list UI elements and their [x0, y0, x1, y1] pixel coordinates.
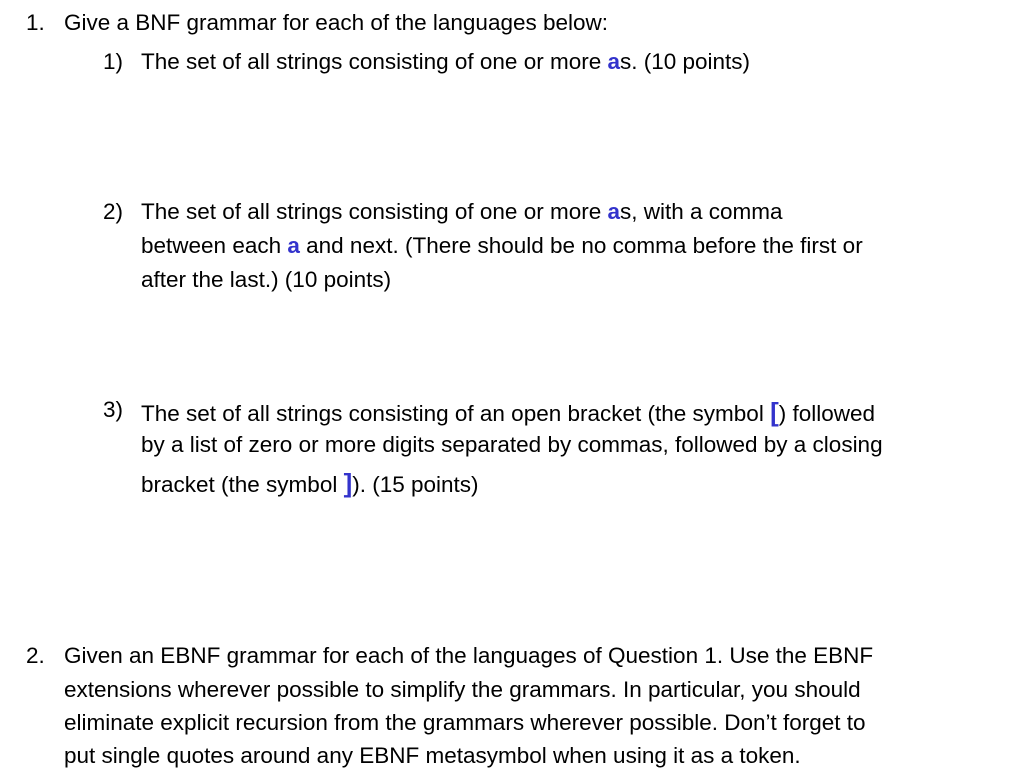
item-3-line-3-post: ). (15 points)	[352, 472, 479, 497]
item-1-highlight-a: a	[607, 49, 620, 74]
item-2-line-1	[141, 201, 783, 224]
open-bracket-symbol: [	[770, 397, 779, 427]
item-2-highlight-a: a	[607, 199, 620, 224]
question-2-line-1: Given an EBNF grammar for each of the languages of Question 1. Use the EBNF	[64, 643, 874, 668]
item-2-line-1-pre: The set of all strings consisting of one or more	[141, 199, 608, 224]
question-2-number: 2.	[26, 643, 45, 668]
item-3-line-1	[141, 399, 875, 426]
item-3-line-3-pre: bracket (the symbol	[141, 472, 344, 497]
item-2-line-3: after the last.) (10 points)	[141, 267, 392, 292]
item-2-number: 2)	[103, 199, 124, 224]
item-2-line-2	[141, 235, 863, 258]
closing-bracket-symbol: ]	[343, 468, 353, 498]
question-2-line-4: put single quotes around any EBNF metasymbol when using it as a token.	[64, 743, 801, 768]
item-3-line-3	[141, 470, 479, 497]
item-2-highlight-a-2: a	[287, 233, 300, 258]
item-1-number: 1)	[103, 49, 124, 74]
question-1-text: Give a BNF grammar for each of the languages below:	[64, 10, 609, 35]
question-2-line-3: eliminate explicit recursion from the grammars wherever possible. Don’t forget to	[64, 710, 866, 735]
item-2-line-2-pre: between each	[141, 233, 288, 258]
item-3-line-1-post: ) followed	[778, 401, 876, 426]
item-1-line-1	[141, 51, 750, 74]
item-3-line-1-pre: The set of all strings consisting of an open bracket (the symbol	[141, 401, 771, 426]
question-2-line-2: extensions wherever possible to simplify the grammars. In particular, you should	[64, 677, 861, 702]
question-1-number: 1.	[26, 10, 45, 35]
item-3-line-2: by a list of zero or more digits separated by commas, followed by a closing	[141, 432, 883, 457]
item-2-line-1-post: s, with a comma	[619, 199, 783, 224]
item-3-number: 3)	[103, 397, 124, 422]
item-1-line-1-post: s. (10 points)	[619, 49, 751, 74]
item-1-line-1-pre: The set of all strings consisting of one or more	[141, 49, 608, 74]
item-2-line-2-post: and next. (There should be no comma before the first or	[299, 233, 863, 258]
